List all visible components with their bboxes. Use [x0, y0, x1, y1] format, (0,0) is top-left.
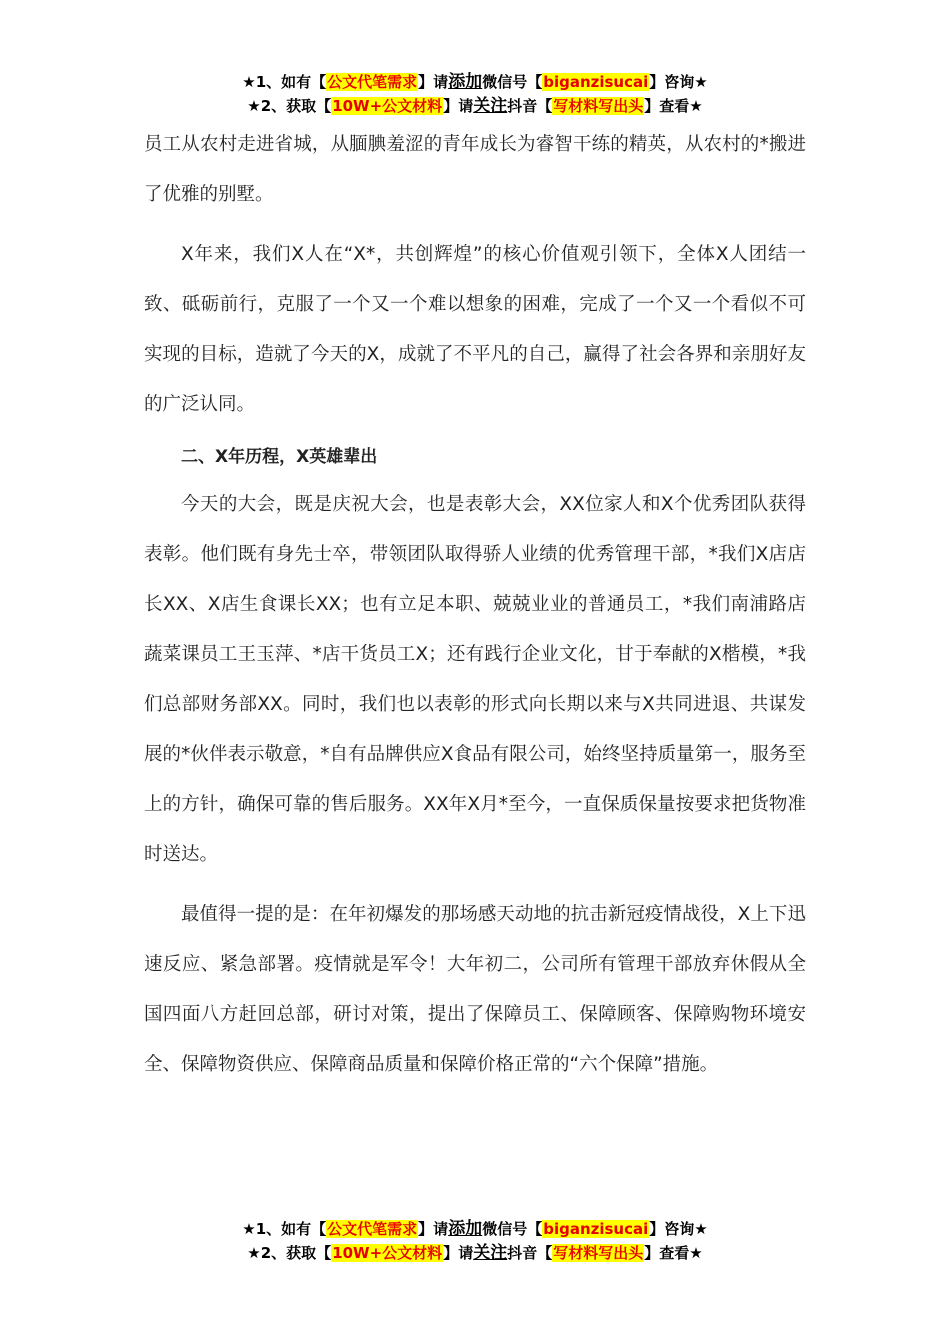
- banner-text: 】查看★: [644, 97, 703, 115]
- paragraph-commendation: 今天的大会，既是庆祝大会，也是表彰大会，XX位家人和X个优秀团队获得表彰。他们既有身先士卒，带领团队取得骄人业绩的优秀管理干部，*我们X店店长XX、X店生食课长XX；也有立足本职、兢兢业业的普通员工，*我们南浦路店蔬菜课员工王玉萍、*店干货员工X；还有践行企业文化，甘于奉献的X楷模，*我们总部财务部XX。同时，我们也以表彰的形式向长期以来与X共同进退、共谋发展的*伙伴表示敬意，*自有品牌供应X食品有限公司，始终坚持质量第一，服务至上的方针，确保可靠的售后服务。XX年X月*至今，一直保质保量按要求把货物准时送达。: [144, 494, 806, 865]
- banner-highlight: 10W+公文材料: [332, 1244, 443, 1262]
- footer-banner: [0, 1217, 950, 1265]
- banner-text: 微信号【: [482, 73, 543, 91]
- banner-highlight: 写材料写出头: [553, 97, 644, 115]
- paragraph-core-values: X年来，我们X人在“X*，共创辉煌”的核心价值观引领下，全体X人团结一致、砥砺前行，克服了一个又一个难以想象的困难，完成了一个又一个看似不可实现的目标，造就了今天的X，成就了不平凡的自己，赢得了社会各界和亲朋好友的广泛认同。: [144, 244, 806, 415]
- banner-line-2: [0, 94, 950, 118]
- banner-text: 】咨询★: [649, 1220, 708, 1238]
- banner-text: 】查看★: [644, 1244, 703, 1262]
- banner-highlight: biganzisucai: [543, 1220, 649, 1238]
- banner-text: ★2、获取【: [247, 1244, 332, 1262]
- banner-emphasis: 关注: [473, 1243, 508, 1263]
- banner-text: 】请: [418, 1220, 449, 1238]
- document-body: [144, 120, 806, 1100]
- banner-highlight: 公文代笔需求: [327, 73, 418, 91]
- section-heading: 二、X年历程，X英雄辈出: [181, 447, 378, 467]
- banner-highlight: 10W+公文材料: [332, 97, 443, 115]
- header-banner: [0, 70, 950, 118]
- banner-text: ★2、获取【: [247, 97, 332, 115]
- banner-text: 】咨询★: [649, 73, 708, 91]
- banner-emphasis: 添加: [448, 72, 483, 92]
- banner-highlight: 写材料写出头: [553, 1244, 644, 1262]
- banner-text: ★1、如有【: [242, 1220, 327, 1238]
- banner-line-1: [0, 70, 950, 94]
- banner-text: 】请: [443, 97, 474, 115]
- banner-text: 】请: [418, 73, 449, 91]
- banner-highlight: biganzisucai: [543, 73, 649, 91]
- banner-emphasis: 添加: [448, 1219, 483, 1239]
- banner-text: 】请: [443, 1244, 474, 1262]
- banner-text: 微信号【: [482, 1220, 543, 1238]
- banner-text: 抖音【: [507, 1244, 553, 1262]
- banner-line-1: [0, 1217, 950, 1241]
- banner-highlight: 公文代笔需求: [327, 1220, 418, 1238]
- banner-line-2: [0, 1241, 950, 1265]
- banner-text: 抖音【: [507, 97, 553, 115]
- paragraph-epidemic: 最值得一提的是：在年初爆发的那场感天动地的抗击新冠疫情战役，X上下迅速反应、紧急部署。疫情就是军令！大年初二，公司所有管理干部放弃休假从全国四面八方赶回总部，研讨对策，提出了保障员工、保障顾客、保障购物环境安全、保障物资供应、保障商品质量和保障价格正常的“六个保障”措施。: [144, 904, 806, 1075]
- banner-emphasis: 关注: [473, 96, 508, 116]
- banner-text: ★1、如有【: [242, 73, 327, 91]
- paragraph-continuation: 员工从农村走进省城，从腼腆羞涩的青年成长为睿智干练的精英，从农村的*搬进了优雅的别墅。: [144, 134, 806, 205]
